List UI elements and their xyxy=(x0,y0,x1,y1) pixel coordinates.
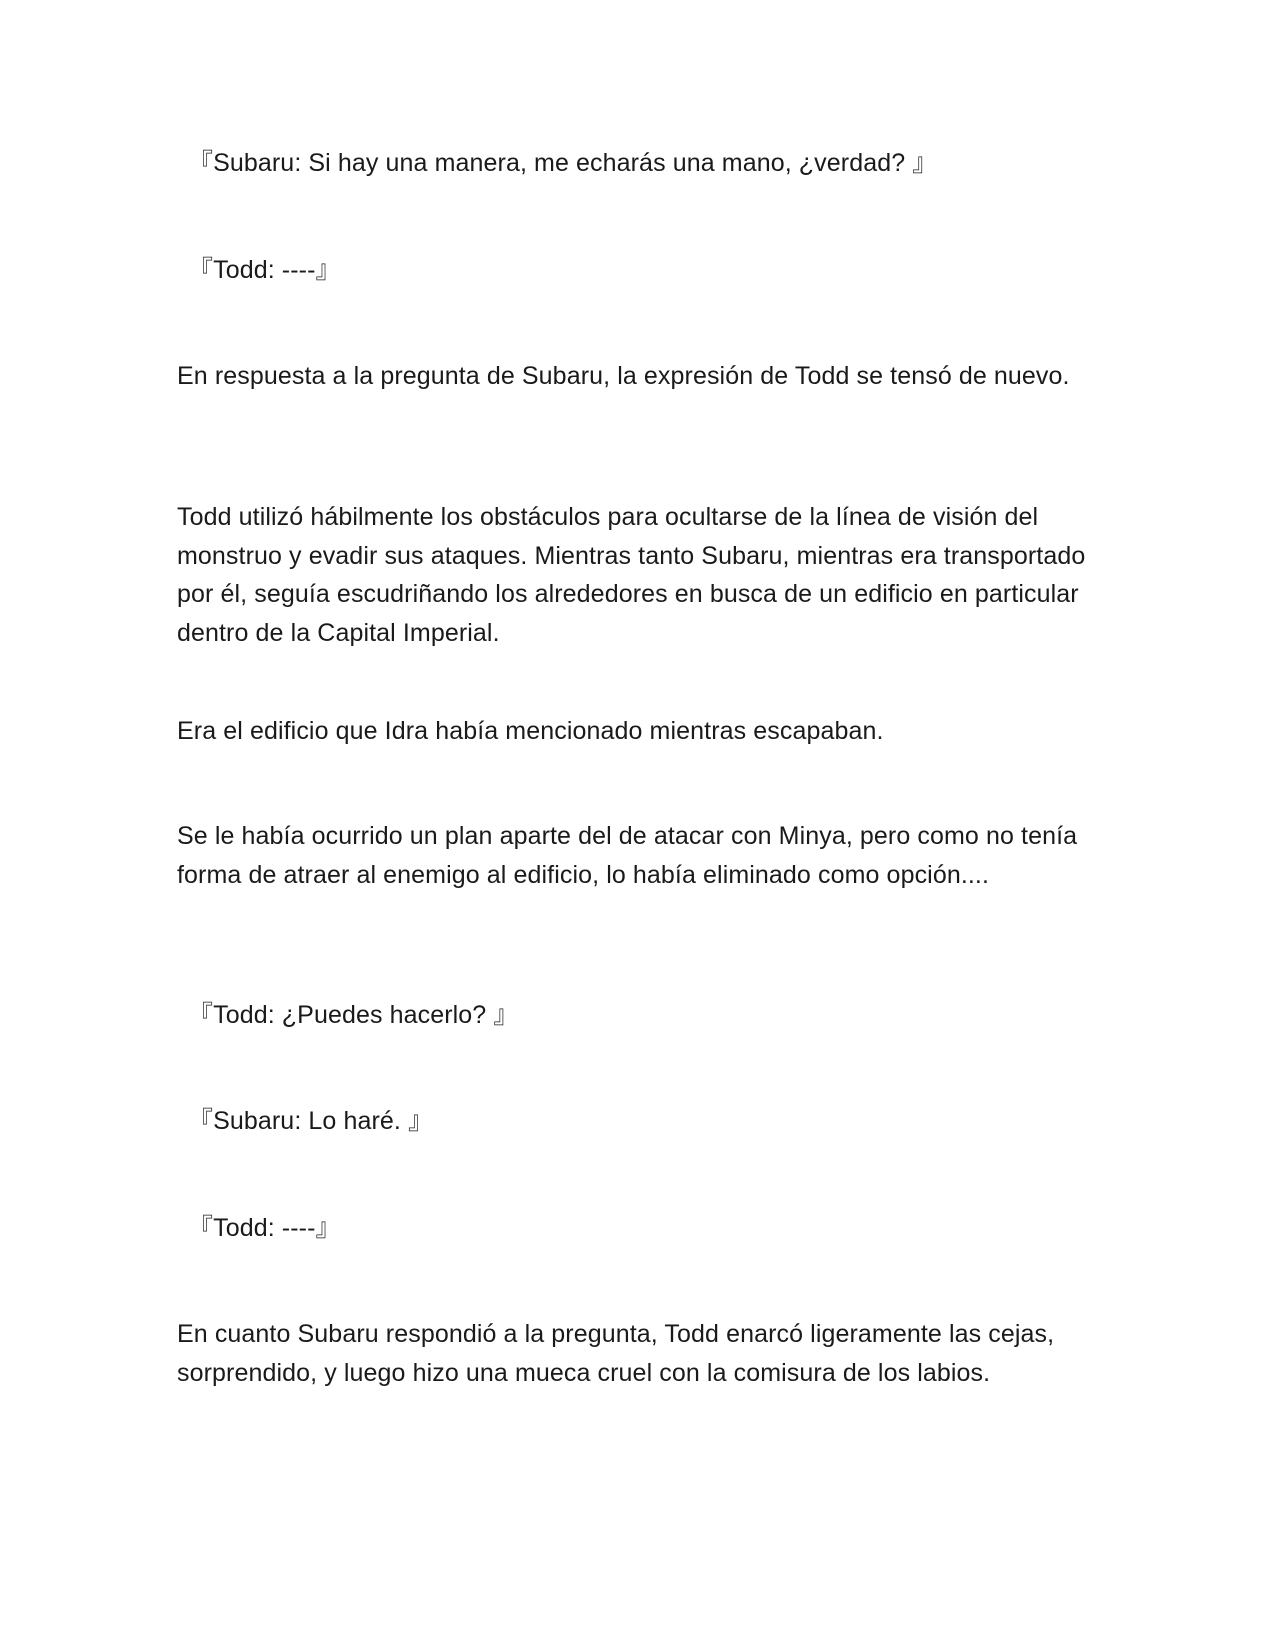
dialog-line-subaru-answer: 『Subaru: Lo haré. 』 xyxy=(188,1107,434,1135)
narration-paragraph-todd-smile: En cuanto Subaru respondió a la pregunta, Todd enarcó ligeramente las cejas, sorprendido, y luego hizo una mueca cruel con la comisura de los labios. xyxy=(177,1320,1055,1387)
dialog-line-todd-silence-2: 『Todd: ----』 xyxy=(188,1214,341,1242)
narration-paragraph-plan: Se le había ocurrido un plan aparte del de atacar con Minya, pero como no tenía forma de atraer al enemigo al edificio, lo había eliminado como opción.... xyxy=(177,822,1078,889)
narration-paragraph-todd-expression: En respuesta a la pregunta de Subaru, la expresión de Todd se tensó de nuevo. xyxy=(177,362,1070,390)
narration-paragraph-idra-building: Era el edificio que Idra había mencionado mientras escapaban. xyxy=(177,717,884,745)
dialog-line-todd-silence: 『Todd: ----』 xyxy=(188,256,341,284)
narration-paragraph-evading-monster: Todd utilizó hábilmente los obstáculos para ocultarse de la línea de visión del monstruo y evadir sus ataques. Mientras tanto Subaru, mientras era transportado por él, seguía escudriñando los alrededores en busca de un edificio en particular dentro de la Capital Imperial. xyxy=(177,503,1086,647)
dialog-line-todd-question: 『Todd: ¿Puedes hacerlo? 』 xyxy=(188,1001,519,1029)
dialog-line-subaru-question: 『Subaru: Si hay una manera, me echarás una mano, ¿verdad? 』 xyxy=(188,149,938,177)
